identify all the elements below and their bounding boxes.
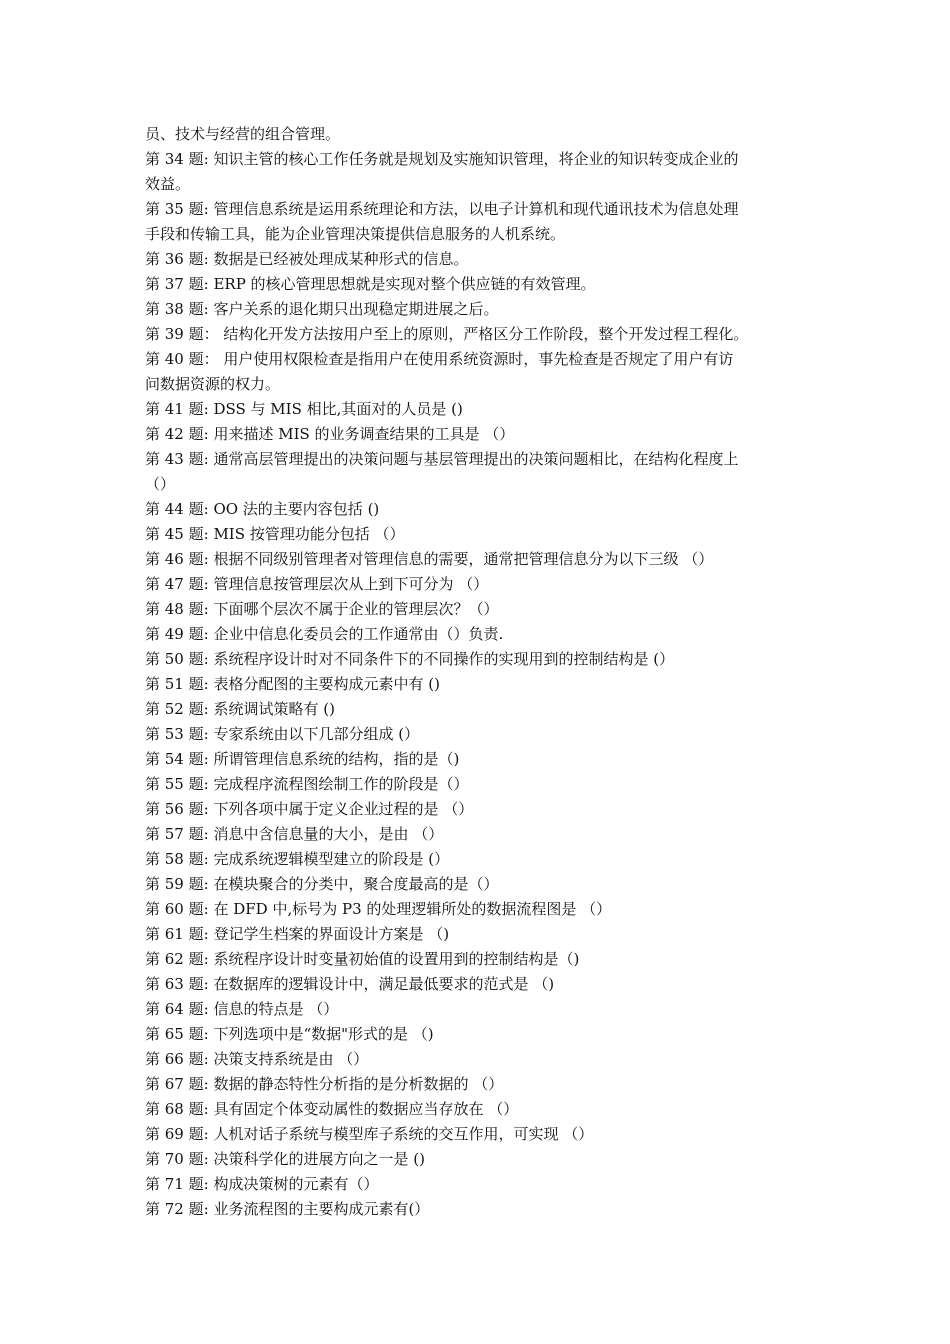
question-68: 第 68 题: 具有固定个体变动属性的数据应当存放在 （） <box>145 1100 519 1118</box>
question-72: 第 72 题: 业务流程图的主要构成元素有(） <box>145 1200 430 1218</box>
question-65: 第 65 题: 下列选项中是“数据"形式的是 （) <box>145 1025 434 1043</box>
question-53: 第 53 题: 专家系统由以下几部分组成 (） <box>145 725 420 743</box>
question-36: 第 36 题: 数据是已经被处理成某种形式的信息。 <box>145 250 469 268</box>
question-69: 第 69 题: 人机对话子系统与模型库子系统的交互作用，可实现 （） <box>145 1125 594 1143</box>
question-44: 第 44 题: OO 法的主要内容包括 () <box>145 500 380 518</box>
question-37: 第 37 题: ERP 的核心管理思想就是实现对整个供应链的有效管理。 <box>145 275 596 293</box>
question-64: 第 64 题: 信息的特点是 （） <box>145 1000 339 1018</box>
question-42: 第 42 题: 用来描述 MIS 的业务调查结果的工具是 （） <box>145 425 515 443</box>
question-70: 第 70 题: 决策科学化的进展方向之一是 () <box>145 1150 425 1168</box>
question-45: 第 45 题: MIS 按管理功能分包括 （） <box>145 525 405 543</box>
question-35-line-1: 第 35 题: 管理信息系统是运用系统理论和方法，以电子计算机和现代通讯技术为信息处理 <box>145 200 739 218</box>
question-51: 第 51 题: 表格分配图的主要构成元素中有 () <box>145 675 440 693</box>
question-40-line-1: 第 40 题： 用户使用权限检查是指用户在使用系统资源时，事先检查是否规定了用户有访 <box>145 350 734 368</box>
question-61: 第 61 题: 登记学生档案的界面设计方案是 （) <box>145 925 450 943</box>
question-47: 第 47 题: 管理信息按管理层次从上到下可分为 （） <box>145 575 489 593</box>
question-34-line-2: 效益。 <box>145 175 191 193</box>
question-54: 第 54 题: 所谓管理信息系统的结构，指的是（) <box>145 750 460 768</box>
question-46: 第 46 题: 根据不同级别管理者对管理信息的需要，通常把管理信息分为以下三级 （） <box>145 550 714 568</box>
question-66: 第 66 题: 决策支持系统是由 （） <box>145 1050 369 1068</box>
question-43-line-2: （） <box>145 475 176 493</box>
text-line: 员、技术与经营的组合管理。 <box>145 125 341 143</box>
question-63: 第 63 题: 在数据库的逻辑设计中，满足最低要求的范式是 （) <box>145 975 555 993</box>
question-39: 第 39 题： 结构化开发方法按用户至上的原则，严格区分工作阶段，整个开发过程工程化。 <box>145 325 749 343</box>
question-58: 第 58 题: 完成系统逻辑模型建立的阶段是 (） <box>145 850 450 868</box>
document-body <box>145 122 813 1222</box>
question-41: 第 41 题: DSS 与 MIS 相比,其面对的人员是 () <box>145 400 463 418</box>
question-50: 第 50 题: 系统程序设计时对不同条件下的不同操作的实现用到的控制结构是 (） <box>145 650 675 668</box>
question-67: 第 67 题: 数据的静态特性分析指的是分析数据的 （） <box>145 1075 504 1093</box>
question-52: 第 52 题: 系统调试策略有 () <box>145 700 335 718</box>
question-49: 第 49 题: 企业中信息化委员会的工作通常由（）负责. <box>145 625 504 643</box>
question-38: 第 38 题: 客户关系的退化期只出现稳定期进展之后。 <box>145 300 499 318</box>
question-71: 第 71 题: 构成决策树的元素有（） <box>145 1175 379 1193</box>
question-59: 第 59 题: 在模块聚合的分类中，聚合度最高的是（） <box>145 875 499 893</box>
question-34-line-1: 第 34 题: 知识主管的核心工作任务就是规划及实施知识管理，将企业的知识转变成企业的 <box>145 150 739 168</box>
question-56: 第 56 题: 下列各项中属于定义企业过程的是 （） <box>145 800 474 818</box>
question-57: 第 57 题: 消息中含信息量的大小，是由 （） <box>145 825 444 843</box>
question-48: 第 48 题: 下面哪个层次不属于企业的管理层次？（） <box>145 600 499 618</box>
question-43-line-1: 第 43 题: 通常高层管理提出的决策问题与基层管理提出的决策问题相比，在结构化程度上 <box>145 450 739 468</box>
question-40-line-2: 问数据资源的权力。 <box>145 375 281 393</box>
question-55: 第 55 题: 完成程序流程图绘制工作的阶段是（） <box>145 775 469 793</box>
question-60: 第 60 题: 在 DFD 中,标号为 P3 的处理逻辑所处的数据流程图是 （） <box>145 900 612 918</box>
question-62: 第 62 题: 系统程序设计时变量初始值的设置用到的控制结构是（) <box>145 950 580 968</box>
question-35-line-2: 手段和传输工具，能为企业管理决策提供信息服务的人机系统。 <box>145 225 566 243</box>
